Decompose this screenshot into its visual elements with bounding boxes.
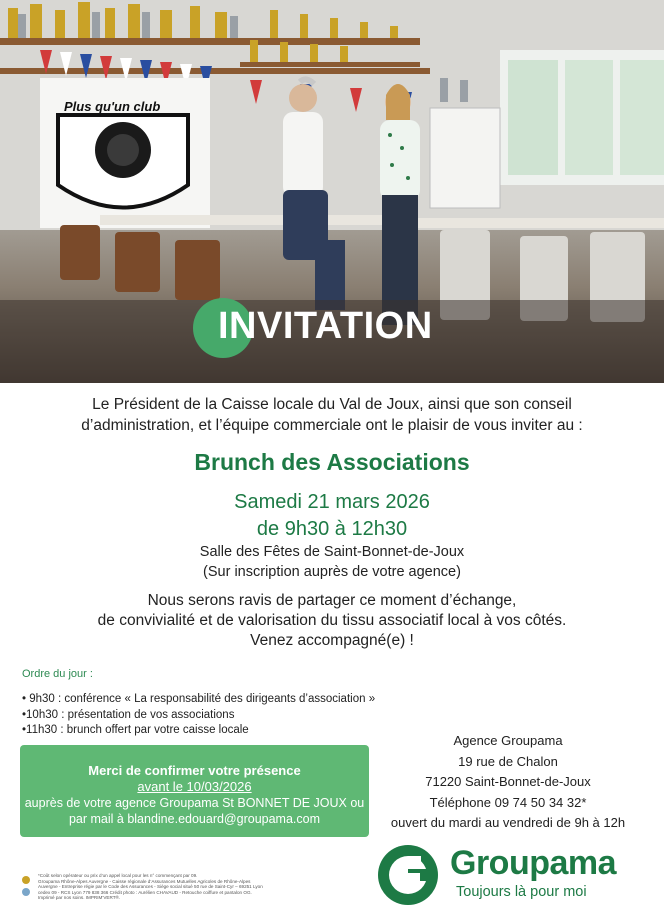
eco-print-icons — [22, 876, 34, 900]
event-venue: Salle des Fêtes de Saint-Bonnet-de-Joux — [199, 544, 465, 560]
closing-text — [0, 591, 664, 651]
event-datetime — [0, 489, 664, 543]
rsvp-deadline: avant le 10/03/2026 — [137, 779, 252, 794]
brand-tagline: Toujours là pour moi — [456, 884, 587, 900]
event-note: (Sur inscription auprès de votre agence) — [203, 564, 461, 580]
legal-line: Groupama Rhône-Alpes Auvergne - Caisse régionale d’Assurances Mutuelles Agricoles de Rhône-Alpes — [38, 878, 251, 884]
rsvp-box — [20, 745, 369, 837]
agency-hours: ouvert du mardi au vendredi de 9h à 12h — [390, 815, 626, 830]
agency-city: 71220 Saint-Bonnet-de-Joux — [425, 774, 591, 789]
closing-line-2: de convivialité et de valorisation du tissu associatif local à vos côtés. — [97, 612, 567, 629]
agenda-item: •10h30 : présentation de vos associations — [22, 708, 235, 721]
legal-line: *Coût selon opérateur ou prix d’un appel local pour les n° commençant par 09. — [38, 873, 198, 878]
invitation-title: INVITATION — [218, 305, 433, 347]
event-title: Brunch des Associations — [194, 449, 470, 475]
intro-text — [0, 394, 664, 436]
legal-line: Auvergne - Entreprise régie par le Code des Assurances - Siège social situé 50 rue de Saint-Cyr – 69251 Lyon — [38, 884, 263, 890]
closing-line-3: Venez accompagné(e) ! — [250, 632, 414, 649]
hero-photo — [0, 0, 664, 383]
agenda-list — [22, 692, 375, 739]
agency-phone[interactable]: Téléphone 09 74 50 34 32* — [429, 794, 587, 810]
rsvp-agency: auprès de votre agence Groupama St BONNET DE JOUX ou — [24, 796, 365, 810]
event-venue-block — [0, 542, 664, 582]
event-time: de 9h30 à 12h30 — [256, 518, 408, 540]
agency-name: Agence Groupama — [453, 733, 563, 748]
legal-line: Imprimé par nos soins. IMPRIM’VERT®. — [38, 895, 121, 901]
agency-street: 19 rue de Chalon — [458, 753, 558, 769]
legal-notice — [38, 873, 358, 901]
recycle-icon — [22, 888, 30, 896]
brand-name: Groupama — [450, 844, 617, 882]
rsvp-email-link[interactable]: par mail à blandine.edouard@groupama.com — [68, 812, 321, 826]
agency-contact — [388, 731, 628, 834]
rsvp-heading: Merci de confirmer votre présence — [88, 763, 301, 778]
agenda-item: • 9h30 : conférence « La responsabilité des dirigeants d’association » — [22, 693, 376, 705]
imprimvert-icon — [22, 876, 30, 884]
event-date: Samedi 21 mars 2026 — [234, 491, 430, 513]
intro-line-2: d’administration, et l’équipe commerciale ont le plaisir de vous inviter au : — [81, 417, 583, 434]
hero-banner-text: Plus qu'un club — [64, 99, 161, 114]
closing-line-1: Nous serons ravis de partager ce moment d’échange, — [147, 592, 517, 609]
intro-line-1: Le Président de la Caisse locale du Val de Joux, ainsi que son conseil — [92, 396, 572, 413]
agenda-item: •11h30 : brunch offert par votre caisse locale — [22, 724, 249, 736]
agenda-heading: Ordre du jour : — [22, 668, 93, 680]
legal-line: cedex 09 - RCS Lyon 779 838 366 Crédit photo : Aurélien CHAVAUD - Retouche coiffure et pantalon OG. — [38, 889, 252, 895]
groupama-logo-icon — [376, 843, 440, 907]
